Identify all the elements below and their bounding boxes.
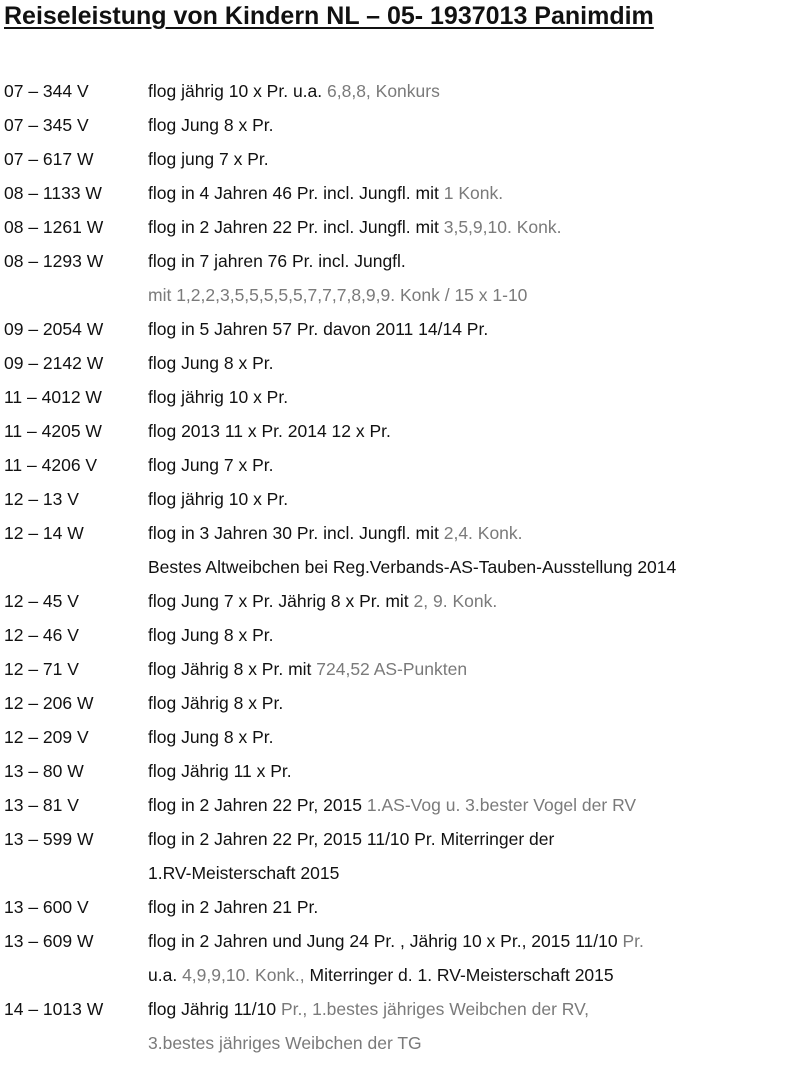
performance-text [148,244,406,278]
performance-text [148,822,554,856]
ring-number: 13 – 609 W [4,931,94,951]
performance-text [148,652,467,686]
performance-text [148,720,274,754]
performance-main: flog in 5 Jahren 57 Pr. davon 2011 14/14 Pr. [148,319,489,339]
entry-row [0,380,800,414]
performance-text [148,856,339,890]
entry-row [0,924,800,958]
performance-text [148,278,527,312]
ring-number: 12 – 209 V [4,727,89,747]
entry-row [0,754,800,788]
performance-text [148,346,274,380]
entry-row [0,448,800,482]
performance-text [148,516,523,550]
entry-row [0,278,800,312]
performance-detail: 1 Konk. [443,183,504,203]
performance-main: flog in 3 Jahren 30 Pr. incl. Jungfl. mit [148,523,444,543]
performance-main: flog in 2 Jahren und Jung 24 Pr. , Jährig 10 x Pr., 2015 11/10 [148,931,623,951]
ring-number: 08 – 1261 W [4,217,104,237]
performance-main: flog in 2 Jahren 22 Pr. incl. Jungfl. mit [148,217,444,237]
ring-number: 11 – 4206 V [4,455,98,475]
performance-detail: 1.AS-Vog u. 3.bester Vogel der RV [366,795,637,815]
ring-number: 07 – 617 W [4,149,94,169]
performance-main: flog jährig 10 x Pr. u.a. [148,81,327,101]
ring-number: 13 – 599 W [4,829,94,849]
performance-text [148,788,636,822]
entry-row [0,856,800,890]
entry-row [0,1026,800,1060]
performance-main: flog jährig 10 x Pr. [148,387,289,407]
ring-number: 08 – 1293 W [4,251,104,271]
performance-main: flog in 2 Jahren 22 Pr, 2015 [148,795,367,815]
entry-row [0,176,800,210]
entry-row [0,516,800,550]
entry-row [0,822,800,856]
performance-main: flog 2013 11 x Pr. 2014 12 x Pr. [148,421,391,441]
entry-row [0,346,800,380]
entry-row [0,414,800,448]
entry-row [0,584,800,618]
entry-row [0,992,800,1026]
performance-main: flog Jung 8 x Pr. [148,353,274,373]
performance-detail: 6,8,8, Konkurs [327,81,440,101]
performance-text [148,1026,422,1060]
performance-text [148,414,391,448]
entry-row [0,142,800,176]
performance-detail: 724,52 AS-Punkten [316,659,468,679]
performance-text [148,482,288,516]
performance-detail: 3.bestes jähriges Weibchen der TG [148,1033,422,1053]
performance-detail: 2, 9. Konk. [413,591,498,611]
ring-number: 07 – 344 V [4,81,89,101]
ring-number: 13 – 600 V [4,897,89,917]
entry-row [0,210,800,244]
performance-main: flog Jung 7 x Pr. Jährig 8 x Pr. mit [148,591,414,611]
performance-main: flog Jung 7 x Pr. [148,455,274,475]
ring-number: 11 – 4205 W [4,421,102,441]
entry-row [0,890,800,924]
ring-number: 14 – 1013 W [4,999,104,1019]
performance-text [148,176,503,210]
performance-main: flog Jährig 8 x Pr. mit [148,659,317,679]
performance-detail: Pr., 1.bestes jähriges Weibchen der RV, [280,999,590,1019]
performance-tail: Miterringer d. 1. RV-Meisterschaft 2015 [304,965,614,985]
performance-main: flog jung 7 x Pr. [148,149,269,169]
performance-detail: 4,9,9,10. Konk., [182,965,305,985]
performance-text [148,992,589,1026]
performance-text [148,380,288,414]
entry-row [0,550,800,584]
performance-detail: mit 1,2,2,3,5,5,5,5,5,7,7,7,8,9,9. Konk / 15 x 1-10 [148,285,528,305]
ring-number: 12 – 46 V [4,625,79,645]
performance-text [148,550,676,584]
performance-text [148,448,274,482]
performance-text [148,754,292,788]
ring-number: 12 – 45 V [4,591,79,611]
entry-row [0,482,800,516]
performance-detail: Pr. [622,931,644,951]
ring-number: 12 – 71 V [4,659,79,679]
ring-number: 09 – 2054 W [4,319,104,339]
ring-number: 12 – 14 W [4,523,84,543]
performance-text [148,584,497,618]
entry-row [0,958,800,992]
performance-main: flog jährig 10 x Pr. [148,489,289,509]
ring-number: 12 – 13 V [4,489,79,509]
performance-text [148,924,644,958]
performance-text [148,686,283,720]
performance-main: flog Jährig 11/10 [148,999,281,1019]
entry-row [0,74,800,108]
performance-text [148,618,274,652]
entry-row [0,244,800,278]
entry-list [0,74,800,1060]
ring-number: 12 – 206 W [4,693,94,713]
entry-row [0,652,800,686]
performance-main: 1.RV-Meisterschaft 2015 [148,863,340,883]
ring-number: 11 – 4012 W [4,387,102,407]
performance-main: Bestes Altweibchen bei Reg.Verbands-AS-Tauben-Ausstellung 2014 [148,557,677,577]
entry-row [0,618,800,652]
performance-text [148,74,440,108]
performance-main: flog in 4 Jahren 46 Pr. incl. Jungfl. mit [148,183,444,203]
performance-text [148,210,561,244]
performance-main: flog Jährig 8 x Pr. [148,693,284,713]
entry-row [0,720,800,754]
performance-text [148,890,318,924]
performance-detail: 3,5,9,10. Konk. [443,217,562,237]
performance-text [148,142,269,176]
ring-number: 13 – 80 W [4,761,84,781]
entry-row [0,108,800,142]
performance-main: flog in 7 jahren 76 Pr. incl. Jungfl. [148,251,406,271]
ring-number: 13 – 81 V [4,795,79,815]
performance-main: flog Jung 8 x Pr. [148,727,274,747]
performance-text [148,312,488,346]
performance-text [148,958,614,992]
entry-row [0,312,800,346]
page-title: Reiseleistung von Kindern NL – 05- 1937013 Panimdim [4,2,654,30]
performance-main: flog in 2 Jahren 22 Pr, 2015 11/10 Pr. Miterringer der [148,829,555,849]
performance-detail: 2,4. Konk. [443,523,523,543]
performance-main: flog Jung 8 x Pr. [148,115,274,135]
performance-main: u.a. [148,965,183,985]
performance-main: flog Jung 8 x Pr. [148,625,274,645]
ring-number: 08 – 1133 W [4,183,102,203]
entry-row [0,788,800,822]
ring-number: 07 – 345 V [4,115,89,135]
entry-row [0,686,800,720]
performance-main: flog Jährig 11 x Pr. [148,761,292,781]
ring-number: 09 – 2142 W [4,353,104,373]
performance-text [148,108,274,142]
performance-main: flog in 2 Jahren 21 Pr. [148,897,319,917]
